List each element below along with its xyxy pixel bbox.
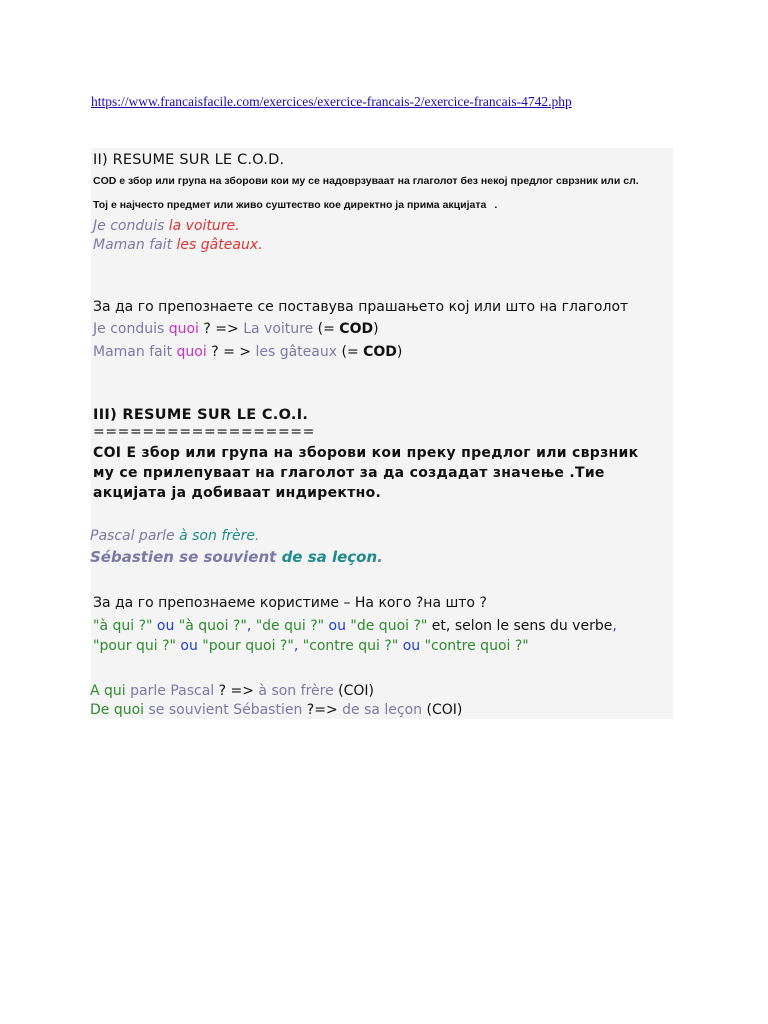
q1-part: ) (373, 321, 379, 337)
form-part: , (612, 618, 617, 634)
coi-question: За да го препознаеме користиме – На кого ?на што ? (93, 595, 487, 611)
cod-question-example-1 (93, 321, 379, 337)
q1-part: COD (339, 321, 374, 337)
form-part: "contre quoi ?" (424, 638, 529, 654)
cod-question-example-2 (93, 344, 402, 360)
cod-definition-line1: COD е збор или група на зборови кои му се надоврзуваат на глаголот без некој предлог сврзник или сл. (93, 175, 639, 187)
form-part: "à quoi ?" (178, 618, 247, 634)
form-part: ou (152, 618, 179, 634)
answer-part: ? => (214, 683, 259, 699)
q1-part: ? => (198, 321, 244, 337)
form-part: "pour qui ?" (93, 638, 176, 654)
form-part: "de quoi ?" (350, 618, 428, 634)
answer-part: A qui (90, 683, 126, 699)
coi-example-2 (90, 548, 383, 566)
form-part: "de qui ?" (255, 618, 325, 634)
q2-part: ) (396, 344, 403, 360)
answer-part: (COI) (422, 702, 463, 718)
q2-part: les gâteaux (255, 344, 338, 360)
answer-part: De quoi (90, 702, 145, 718)
cod-definition-line2 (93, 199, 497, 211)
coi-answer-2 (90, 702, 462, 718)
q2-part: Maman fait (93, 344, 177, 360)
q1-part: Je conduis (93, 321, 169, 337)
answer-part: de sa leçon (342, 702, 423, 718)
form-part: ou (324, 618, 351, 634)
coi-example-1-subject: Pascal parle (90, 528, 180, 544)
cod-example-2-object: les gâteaux (176, 237, 259, 253)
q2-part: quoi (176, 344, 207, 360)
form-part: ou (398, 638, 425, 654)
answer-part: à son frère (258, 683, 334, 699)
coi-question-forms-line1 (93, 618, 617, 634)
coi-example-1-object: à son frère (179, 528, 255, 544)
form-part: et, selon le sens du verbe (427, 618, 613, 634)
coi-example-2-object: de sa leçon (281, 548, 378, 566)
answer-part: se souvient Sébastien (144, 702, 303, 718)
q1-part: (= (313, 321, 340, 337)
q1-part: La voiture (243, 321, 314, 337)
q2-part: ? = > (206, 344, 256, 360)
source-link[interactable]: https://www.francaisfacile.com/exercices/exercice-francais-2/exercice-francais-4742.php (91, 94, 572, 109)
cod-example-2 (93, 237, 263, 253)
cod-definition-dot: . (494, 199, 498, 211)
cod-example-2-subject: Maman fait (93, 237, 177, 253)
coi-heading: III) RESUME SUR LE C.O.I. (93, 407, 309, 423)
form-part: , (246, 618, 256, 634)
coi-example-1-period: . (255, 528, 260, 544)
coi-question-forms-line2 (93, 638, 529, 654)
coi-example-2-period: . (377, 548, 383, 566)
cod-example-1-object: la voiture (168, 218, 236, 234)
q2-part: COD (363, 344, 397, 360)
cod-example-1 (93, 218, 240, 234)
q1-part: quoi (168, 321, 199, 337)
answer-part: parle Pascal (125, 683, 215, 699)
cod-example-2-period: . (258, 237, 263, 253)
answer-part: ?=> (302, 702, 343, 718)
form-part: "pour quoi ?" (202, 638, 294, 654)
form-part: "à qui ?" (93, 618, 153, 634)
cod-definition-text: Тој е најчесто предмет или живо суштество кое директно ја прима акцијата (93, 199, 487, 211)
coi-example-1 (90, 528, 259, 544)
form-part: ou (175, 638, 203, 654)
form-part: , (293, 638, 303, 654)
coi-rule: ================== (93, 424, 315, 440)
cod-example-1-period: . (235, 218, 240, 234)
cod-heading: II) RESUME SUR LE C.O.D. (93, 152, 285, 168)
coi-definition-line2: му се прилепуваат на глаголот за да создадат значење .Тие (93, 465, 605, 481)
q2-part: (= (337, 344, 364, 360)
coi-example-2-subject: Sébastien se souvient (90, 548, 282, 566)
coi-answer-1 (90, 683, 374, 699)
answer-part: (COI) (333, 683, 374, 699)
form-part: "contre qui ?" (302, 638, 399, 654)
cod-example-1-subject: Je conduis (93, 218, 169, 234)
cod-question: За да го препознаете се поставува прашањето кој или што на глаголот (93, 299, 629, 315)
coi-definition-line1: COI Е збор или група на зборови кои преку предлог или сврзник (93, 445, 639, 461)
coi-definition-line3: акцијата ја добиваат индиректно. (93, 485, 382, 501)
